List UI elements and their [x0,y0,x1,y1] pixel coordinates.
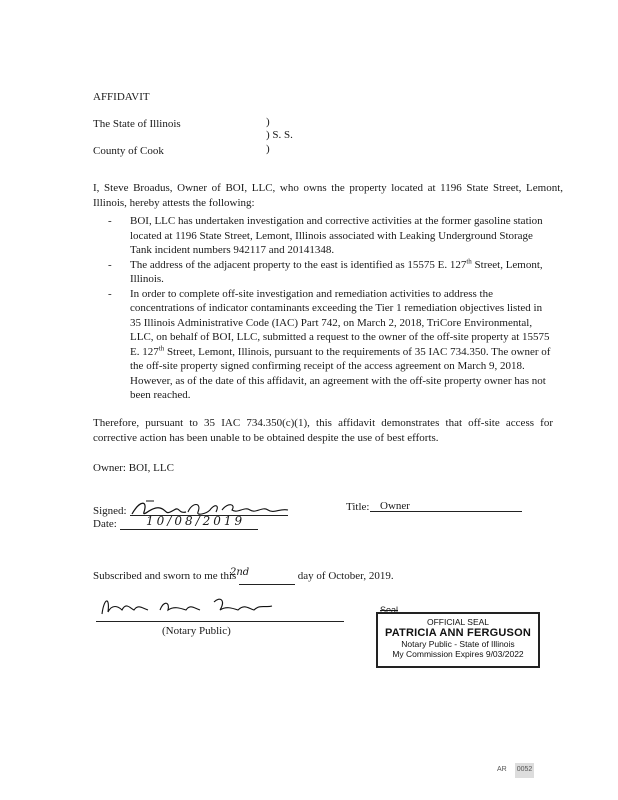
ordinal-suffix: th [466,256,472,265]
bullet-marker: - [108,287,112,300]
attestation-text-cont: Street, Lemont, Illinois, pursuant to the requirements of 35 IAC 734.350. The owner of the off-site property signed confirming receipt of the access agreement on March 9, 2018. However, as of the date of this affidavit, an agreement with the off-site property owner has not been reached. [130,345,551,401]
attestation-text: In order to complete off-site investigation and remediation activities to address the concentrations of indicator contaminants exceeding the Tier 1 remediation objectives listed in 35 Illinois Administrative Code (IAC) Part 742, on March 2, 2018, TriCore Environmental, LLC, on behalf of BOI, LLC, submitted a request to the owner of the off-site property at 15575 E. 127 [130,287,550,358]
document-title: AFFIDAVIT [93,91,150,103]
title-label: Title: [346,501,370,513]
seal-commission-line: My Commission Expires 9/03/2022 [392,649,524,659]
date-value: 10/08/2019 [146,514,246,528]
seal-heading: OFFICIAL SEAL [426,617,490,627]
day-value: 2nd [230,567,250,578]
notary-signature-image [96,592,346,622]
attestation-text: BOI, LLC has undertaken investigation and corrective activities at the former gasoline station located at 1196 State Street, Lemont, Illinois associated with Leaking Underground Storage Tank incident numbers 942117 and 20141348. [130,215,543,256]
venue-state: The State of Illinois [93,118,181,130]
footer-code: AR [497,766,507,773]
seal-notary-name: PATRICIA ANN FERGUSON [385,627,531,639]
venue-county: County of Cook [93,145,164,157]
attestation-text: The address of the adjacent property to the east is identified as 15575 E. 127 [130,258,467,271]
signed-label: Signed: [93,505,127,517]
title-value: Owner [380,500,410,512]
attestation-item-2 [104,258,554,287]
page-footer [497,763,534,778]
subscribed-text: Subscribed and sworn to me this [93,570,237,582]
bullet-marker: - [108,215,112,227]
notary-signature-line [96,621,344,622]
seal-label: Seal [380,605,399,615]
venue-brace-ss: ) S. S. [266,129,293,141]
conclusion-paragraph: Therefore, pursuant to 35 IAC 734.350(c)(1), this affidavit demonstrates that off-site access for corrective action has been unable to be obtained despite the use of best efforts. [93,417,553,444]
ordinal-suffix: th [158,343,165,352]
attestation-item-1 [104,214,554,258]
attestation-item-3 [104,287,554,403]
venue-brace-top: ) [266,116,270,128]
attestation-list [104,214,554,403]
attestation-text-cont: Street, Lemont, Illinois. [130,258,543,285]
bullet-marker: - [108,258,112,271]
subscribed-text-cont: day of October, 2019. [297,570,394,582]
date-line [120,529,258,530]
intro-paragraph: I, Steve Broadus, Owner of BOI, LLC, who owns the property located at 1196 State Street, Lemont, Illinois, hereby attests the following: [93,182,563,209]
venue-brace-bottom: ) [266,143,270,155]
notary-public-label: (Notary Public) [162,625,231,637]
date-label: Date: [93,518,117,530]
official-notary-seal [376,612,540,668]
seal-state-line: Notary Public - State of Illinois [401,639,515,649]
footer-page-number: 0052 [515,763,535,778]
owner-line: Owner: BOI, LLC [93,462,174,474]
